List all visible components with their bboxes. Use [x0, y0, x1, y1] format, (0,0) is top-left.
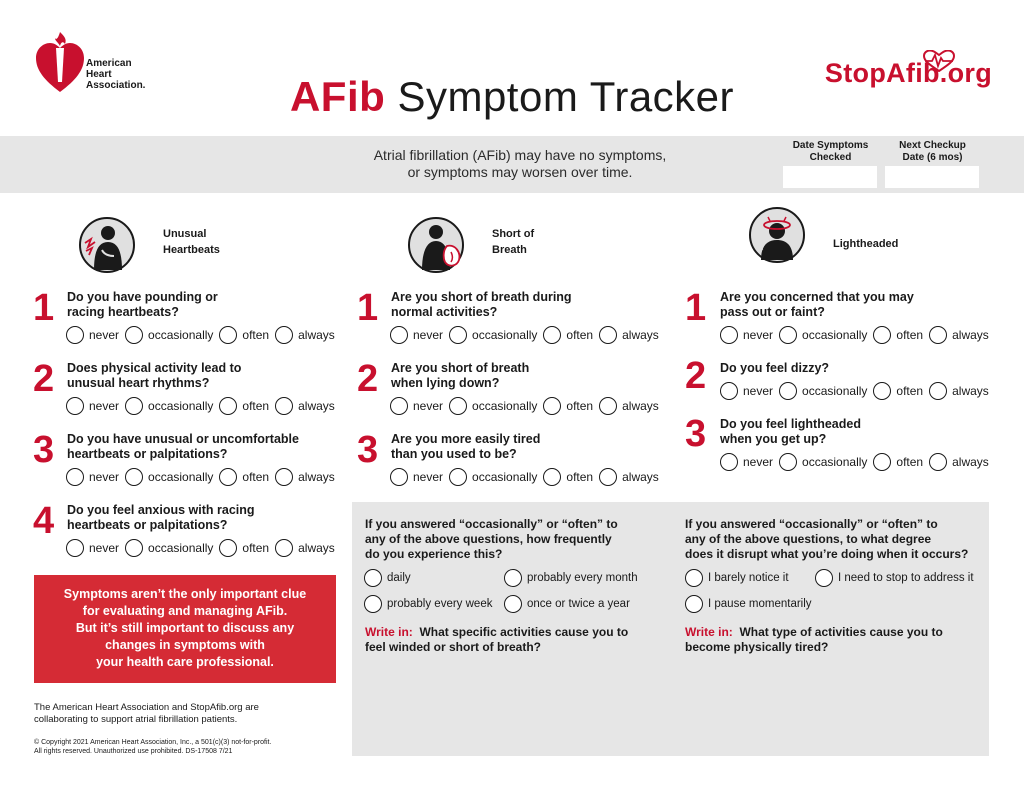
answer-options — [66, 397, 341, 415]
radio-button[interactable] — [543, 326, 561, 344]
radio-button[interactable] — [779, 453, 797, 471]
option-always[interactable]: always — [599, 326, 659, 344]
option-occasionally[interactable]: occasionally — [125, 397, 213, 415]
radio-button[interactable] — [779, 326, 797, 344]
option-occasionally[interactable]: occasionally — [449, 397, 537, 415]
option-never[interactable]: never — [66, 397, 119, 415]
radio-button[interactable] — [504, 569, 522, 587]
option-often[interactable]: often — [543, 397, 593, 415]
question-text: Do you feel anxious with racing heartbeats or palpitations? — [67, 503, 255, 532]
radio-button[interactable] — [720, 326, 738, 344]
radio-button[interactable] — [125, 468, 143, 486]
option-always[interactable]: always — [275, 539, 335, 557]
radio-button[interactable] — [543, 468, 561, 486]
radio-button[interactable] — [390, 468, 408, 486]
option-often[interactable]: often — [219, 397, 269, 415]
lungs-person-icon — [407, 216, 465, 274]
question-number: 1 — [357, 287, 379, 329]
option-barely-notice[interactable]: I barely notice it — [685, 569, 789, 587]
radio-button[interactable] — [364, 569, 382, 587]
question-text: Are you short of breath when lying down? — [391, 361, 530, 390]
option-once-twice-year[interactable]: once or twice a year — [504, 595, 630, 613]
question-number: 1 — [685, 287, 707, 329]
radio-button[interactable] — [66, 326, 84, 344]
option-often[interactable]: often — [543, 468, 593, 486]
option-always[interactable]: always — [275, 468, 335, 486]
option-often[interactable]: often — [873, 382, 923, 400]
dizzy-person-icon — [748, 206, 806, 264]
answer-options — [66, 326, 341, 344]
question-number: 1 — [33, 287, 55, 329]
radio-button[interactable] — [125, 397, 143, 415]
write-in-prompt: Write in: What specific activities cause you to feel winded or short of breath? — [365, 625, 629, 654]
radio-button[interactable] — [275, 539, 293, 557]
option-often[interactable]: often — [873, 453, 923, 471]
radio-button[interactable] — [219, 539, 237, 557]
column-label-lightheaded: Lightheaded — [833, 238, 899, 250]
question-text: Are you short of breath during normal activities? — [391, 290, 572, 319]
option-every-month[interactable]: probably every month — [504, 569, 638, 587]
option-never[interactable]: never — [390, 326, 443, 344]
radio-button[interactable] — [543, 397, 561, 415]
question-text: Do you have unusual or uncomfortable heartbeats or palpitations? — [67, 432, 299, 461]
intro-text: Atrial fibrillation (AFib) may have no symptoms, or symptoms may worsen over time. — [373, 147, 667, 180]
option-often[interactable]: often — [219, 326, 269, 344]
question-number: 4 — [33, 500, 55, 542]
question-number: 2 — [33, 358, 55, 400]
heartbeat-person-icon — [78, 216, 136, 274]
option-occasionally[interactable]: occasionally — [779, 382, 867, 400]
option-occasionally[interactable]: occasionally — [125, 468, 213, 486]
date-checked-field[interactable] — [783, 166, 877, 188]
next-checkup-field[interactable] — [885, 166, 979, 188]
radio-button[interactable] — [873, 326, 891, 344]
option-always[interactable]: always — [929, 453, 989, 471]
stopafib-logo — [812, 50, 992, 94]
answer-options — [720, 382, 995, 400]
next-checkup-label: Next Checkup Date (6 mos) — [899, 140, 966, 163]
radio-button[interactable] — [449, 468, 467, 486]
question-number: 3 — [33, 429, 55, 471]
radio-button[interactable] — [66, 468, 84, 486]
radio-button[interactable] — [390, 326, 408, 344]
question-number: 3 — [685, 413, 707, 455]
question-number: 2 — [685, 355, 707, 397]
option-always[interactable]: always — [929, 382, 989, 400]
radio-button[interactable] — [873, 382, 891, 400]
radio-button[interactable] — [504, 595, 522, 613]
collaboration-note: The American Heart Association and StopAfib.org are collaborating to support atrial fibrillation patients. — [34, 702, 259, 725]
title-rest: Symptom Tracker — [397, 73, 735, 120]
option-never[interactable]: never — [720, 382, 773, 400]
column-label-short-of-breath: Short of Breath — [492, 228, 535, 256]
copyright: © Copyright 2021 American Heart Association, Inc., a 501(c)(3) not-for-profit. All rights reserved. Unauthorized use prohibited. DS-17508 7/21 — [34, 739, 272, 755]
followup-panel — [352, 502, 989, 756]
option-often[interactable]: often — [873, 326, 923, 344]
radio-button[interactable] — [720, 382, 738, 400]
question-text: Do you feel lightheaded when you get up? — [720, 417, 861, 446]
option-occasionally[interactable]: occasionally — [779, 453, 867, 471]
question-text: Does physical activity lead to unusual heart rhythms? — [67, 361, 242, 390]
radio-button[interactable] — [449, 326, 467, 344]
radio-button[interactable] — [275, 468, 293, 486]
answer-options — [66, 468, 341, 486]
radio-button[interactable] — [66, 539, 84, 557]
disruption-question: If you answered “occasionally” or “often” to any of the above questions, to what degree does it disrupt what you’re doing when it occurs? — [685, 517, 969, 561]
option-never[interactable]: never — [66, 539, 119, 557]
option-occasionally[interactable]: occasionally — [449, 326, 537, 344]
option-occasionally[interactable]: occasionally — [779, 326, 867, 344]
radio-button[interactable] — [873, 453, 891, 471]
option-often[interactable]: often — [219, 539, 269, 557]
radio-button[interactable] — [929, 453, 947, 471]
answer-options — [390, 468, 665, 486]
question-number: 3 — [357, 429, 379, 471]
aha-wordmark: American Heart Association. — [86, 58, 146, 91]
question-text: Do you have pounding or racing heartbeats? — [67, 290, 218, 319]
option-occasionally[interactable]: occasionally — [125, 539, 213, 557]
radio-button[interactable] — [275, 397, 293, 415]
option-always[interactable]: always — [275, 397, 335, 415]
option-always[interactable]: always — [599, 468, 659, 486]
radio-button[interactable] — [125, 539, 143, 557]
title-afib: AFib — [289, 73, 386, 120]
radio-button[interactable] — [815, 569, 833, 587]
radio-button[interactable] — [219, 397, 237, 415]
question-text: Do you feel dizzy? — [720, 361, 830, 375]
question-text: Are you concerned that you may pass out or faint? — [720, 290, 914, 319]
write-in-prompt: Write in: What type of activities cause you to become physically tired? — [685, 625, 943, 654]
option-always[interactable]: always — [599, 397, 659, 415]
radio-button[interactable] — [779, 382, 797, 400]
option-occasionally[interactable]: occasionally — [125, 326, 213, 344]
callout-box: Symptoms aren’t the only important clue for evaluating and managing AFib. But it’s still important to discuss any changes in symptoms with your health care professional. — [34, 575, 336, 683]
radio-button[interactable] — [66, 397, 84, 415]
radio-button[interactable] — [685, 595, 703, 613]
option-often[interactable]: often — [543, 326, 593, 344]
radio-button[interactable] — [929, 382, 947, 400]
radio-button[interactable] — [275, 326, 293, 344]
answer-options — [720, 453, 995, 471]
date-checked-label: Date Symptoms Checked — [792, 140, 869, 163]
option-always[interactable]: always — [275, 326, 335, 344]
option-never[interactable]: never — [66, 468, 119, 486]
option-pause-momentarily[interactable]: I pause momentarily — [685, 595, 812, 613]
radio-button[interactable] — [125, 326, 143, 344]
radio-button[interactable] — [219, 468, 237, 486]
frequency-question: If you answered “occasionally” or “often” to any of the above questions, how frequently do you experience this? — [365, 517, 618, 561]
option-occasionally[interactable]: occasionally — [449, 468, 537, 486]
radio-button[interactable] — [390, 397, 408, 415]
question-number: 2 — [357, 358, 379, 400]
option-need-to-stop[interactable]: I need to stop to address it — [815, 569, 974, 587]
radio-button[interactable] — [364, 595, 382, 613]
answer-options — [390, 326, 665, 344]
radio-button[interactable] — [599, 326, 617, 344]
answer-options — [390, 397, 665, 415]
option-every-week[interactable]: probably every week — [364, 595, 492, 613]
column-label-unusual-heartbeats: Unusual Heartbeats — [163, 228, 220, 256]
question-text: Are you more easily tired than you used to be? — [391, 432, 541, 461]
option-often[interactable]: often — [219, 468, 269, 486]
option-never[interactable]: never — [390, 397, 443, 415]
option-daily[interactable]: daily — [364, 569, 411, 587]
option-always[interactable]: always — [929, 326, 989, 344]
option-never[interactable]: never — [720, 326, 773, 344]
radio-button[interactable] — [929, 326, 947, 344]
radio-button[interactable] — [685, 569, 703, 587]
stopafib-wordmark: StopAfib.org — [824, 58, 992, 88]
option-never[interactable]: never — [720, 453, 773, 471]
answer-options — [720, 326, 995, 344]
radio-button[interactable] — [449, 397, 467, 415]
radio-button[interactable] — [219, 326, 237, 344]
answer-options — [66, 539, 341, 557]
radio-button[interactable] — [599, 397, 617, 415]
radio-button[interactable] — [720, 453, 738, 471]
option-never[interactable]: never — [390, 468, 443, 486]
option-never[interactable]: never — [66, 326, 119, 344]
radio-button[interactable] — [599, 468, 617, 486]
